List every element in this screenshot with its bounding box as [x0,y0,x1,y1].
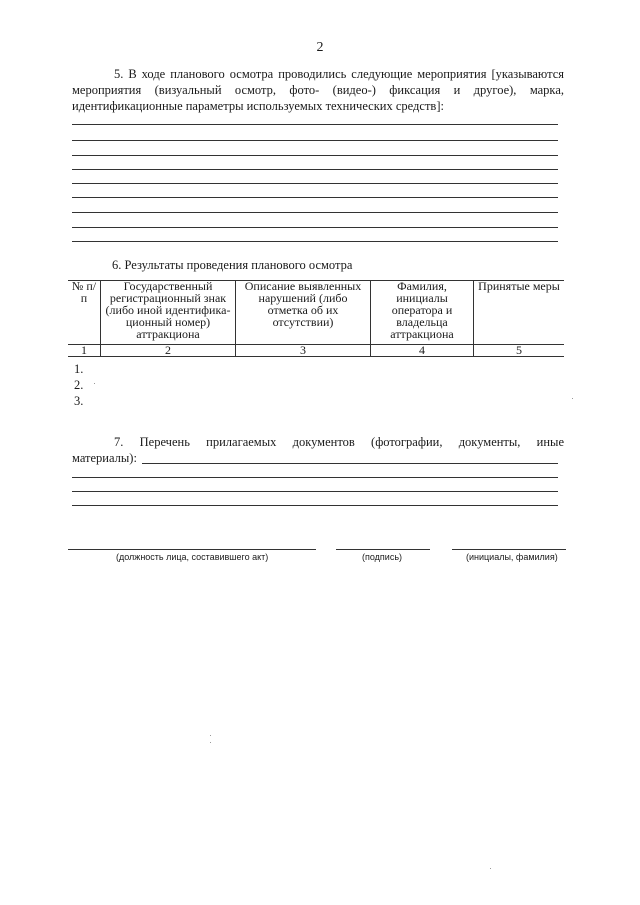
header-cell-number: № п/п [71,279,97,305]
fill-line [72,227,558,228]
table-header-row [68,280,564,345]
column-number-cell: 3 [236,345,371,357]
list-item: 3. [74,394,84,408]
fill-line [72,183,558,184]
fill-line [72,491,558,492]
signature-caption: (подпись) [362,552,403,562]
fill-line [72,241,558,242]
fill-line [72,505,558,506]
table-numbering-row [68,345,564,357]
fill-line [72,140,558,141]
section-7-line-2: материалы): [72,451,137,465]
name-signature-line [452,549,566,550]
column-number-cell: 1 [68,345,101,357]
list-item: 2. [74,378,84,392]
page-number: 2 [316,40,324,55]
fill-line [72,477,558,478]
results-table [68,280,564,357]
column-number-cell: 5 [474,345,565,357]
column-number-cell: 2 [101,345,236,357]
fill-line [72,169,558,170]
position-caption: (должность лица, составившего акт) [116,552,269,562]
header-cell-violations: Описание выявленных нарушений (либо отметка об их отсутствии) [236,280,371,345]
header-cell-registration-sign: Государственный регистрационный знак (либо иной идентифика-ционный номер) аттракциона [101,280,236,345]
scan-speck [210,742,211,743]
fill-line [72,124,558,125]
list-item: 1. [74,362,84,376]
fill-line [72,212,558,213]
fill-line [72,197,558,198]
section-7-line-1: 7. Перечень прилагаемых документов (фотографии, документы, иные [114,435,564,449]
fill-line [142,463,558,464]
position-signature-line [68,549,316,550]
section-5-text: 5. В ходе планового осмотра проводились следующие мероприятия [указываются мероприятия (визуальный осмотр, фото- (видео-) фиксация и другое), марка, идентификационные параметры используемых технических средств]: [72,67,564,113]
scan-speck [572,398,573,399]
header-cell-measures: Принятые меры [474,280,565,345]
fill-line [72,155,558,156]
scan-speck [210,735,211,736]
section-6-title: 6. Результаты проведения планового осмотра [112,258,353,272]
column-number-cell: 4 [371,345,474,357]
header-cell-operator-owner: Фамилия, инициалы оператора и владельца аттракциона [371,280,474,345]
scan-speck [94,383,95,384]
signature-line [336,549,430,550]
name-caption: (инициалы, фамилия) [466,552,558,562]
scan-speck [490,868,491,869]
